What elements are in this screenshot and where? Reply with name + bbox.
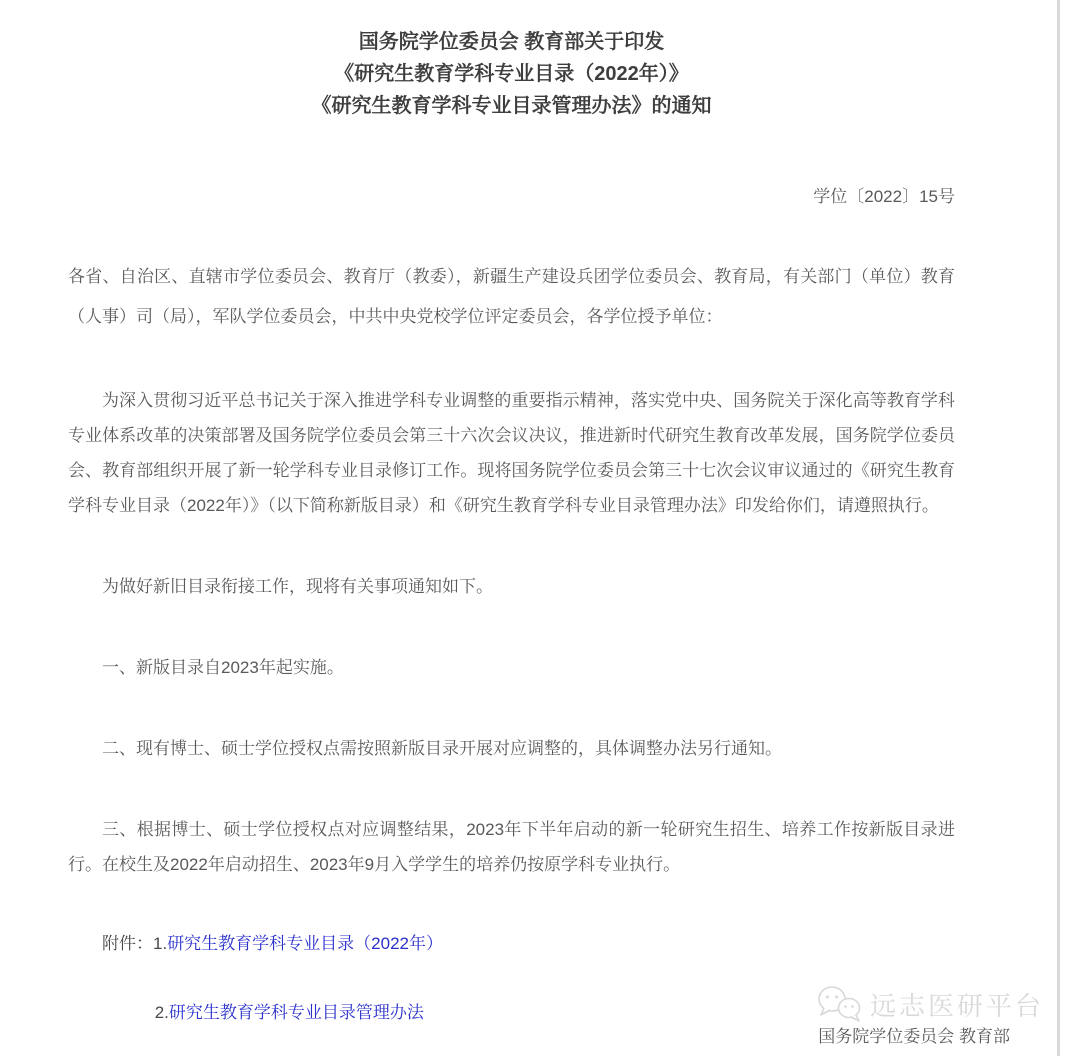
watermark <box>816 984 1044 1024</box>
attachment-line-1 <box>68 926 955 961</box>
title-line-1: 国务院学位委员会 教育部关于印发 <box>358 31 665 53</box>
attachment-2-link[interactable]: 研究生教育学科专业目录管理办法 <box>168 1003 424 1022</box>
title-line-3: 《研究生教育学科专业目录管理办法》的通知 <box>311 95 712 117</box>
document-title <box>68 26 955 122</box>
paragraph-item-2: 二、现有博士、硕士学位授权点需按照新版目录开展对应调整的，具体调整办法另行通知。 <box>102 739 782 758</box>
title-line-2: 《研究生教育学科专业目录（2022年）》 <box>334 63 689 85</box>
scrollbar[interactable] <box>1057 0 1060 1056</box>
signature: 国务院学位委员会 教育部 <box>818 1027 1010 1046</box>
watermark-text: 远志医研平台 <box>869 990 1044 1021</box>
paragraph-item-3: 三、根据博士、硕士学位授权点对应调整结果，2023年下半年启动的新一轮研究生招生、培养工作按新版目录进行。在校生及2022年启动招生、2023年9月入学学生的培养仍按原学科专业执行。 <box>68 820 955 874</box>
paragraph-transition: 为做好新旧目录衔接工作，现将有关事项通知如下。 <box>102 577 493 596</box>
attachment-2-number: 2. <box>154 1003 169 1022</box>
attachment-1-link[interactable]: 研究生教育学科专业目录（2022年） <box>167 934 444 953</box>
document-number: 学位〔2022〕15号 <box>813 187 955 206</box>
paragraph-item-1: 一、新版目录自2023年起实施。 <box>102 658 344 677</box>
attachment-1-number: 1. <box>153 934 168 953</box>
paragraph-intro: 为深入贯彻习近平总书记关于深入推进学科专业调整的重要指示精神，落实党中央、国务院关于深化高等教育学科专业体系改革的决策部署及国务院学位委员会第三十六次会议决议，推进新时代研究生教育改革发展，国务院学位委员会、教育部组织开展了新一轮学科专业目录修订工作。现将国务院学位委员会第三十七次会议审议通过的《研究生教育学科专业目录（2022年）》（以下简称新版目录）和《研究生教育学科专业目录管理办法》印发给你们，请遵照执行。 <box>68 391 955 515</box>
salutation-paragraph: 各省、自治区、直辖市学位委员会、教育厅（教委），新疆生产建设兵团学位委员会、教育局，有关部门（单位）教育（人事）司（局），军队学位委员会，中共中央党校学位评定委员会，各学位授予单位： <box>68 267 955 326</box>
attachment-label: 附件： <box>102 934 153 953</box>
chat-bubbles-icon <box>816 984 864 1024</box>
